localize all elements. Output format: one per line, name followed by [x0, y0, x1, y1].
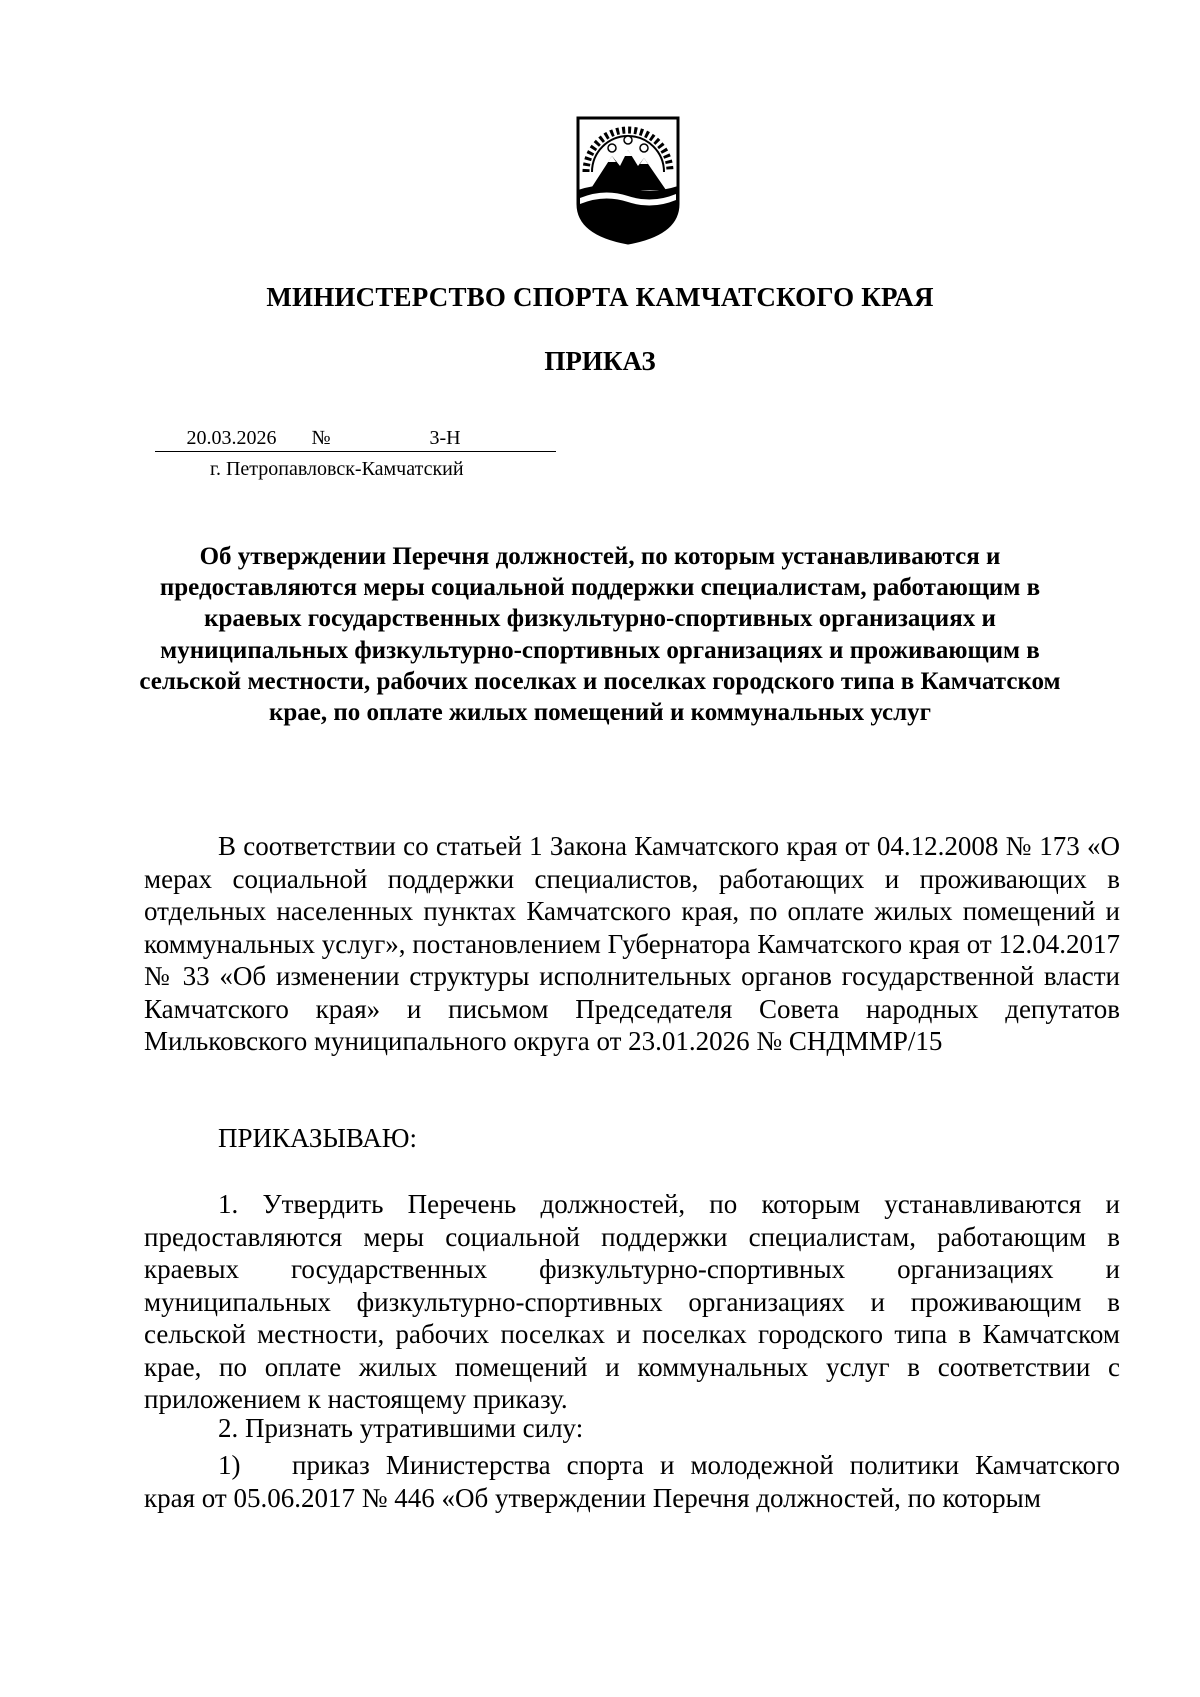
registration-line [155, 427, 585, 453]
preamble-paragraph: В соответствии со статьей 1 Закона Камчатского края от 04.12.2008 № 173 «О мерах социальной поддержки специалистов, работающих и проживающих в отдельных населенных пунктах Камчатского края, по оплате жилых помещений и коммунальных услуг», постановлением Губернатора Камчатского края от 12.04.2017 № 33 «Об изменении структуры исполнительных органов государственной власти Камчатского края» и письмом Председателя Совета народных депутатов Мильковского муниципального округа от 23.01.2026 № СНДММР/15 [144, 831, 1120, 1056]
subitem-1-paragraph [144, 1449, 1120, 1514]
subitem-1-text: приказ Министерства спорта и молодежной политики Камчатского края от 05.06.2017 № 446 «Об утверждении Перечня должностей, по которым [144, 1450, 1120, 1513]
document-title: Об утверждении Перечня должностей, по которым устанавливаются и предоставляются меры социальной поддержки специалистам, работающим в краевых государственных физкультурно-спортивных организациях и муниципальных физкультурно-спортивных организациях и проживающим в сельской местности, рабочих поселках и поселках городского типа в Камчатском крае, по оплате жилых помещений и коммунальных услуг [139, 543, 1061, 727]
ministry-name: МИНИСТЕРСТВО СПОРТА КАМЧАТСКОГО КРАЯ [266, 282, 934, 312]
document-type: ПРИКАЗ [544, 346, 656, 376]
item-1-paragraph: 1. Утвердить Перечень должностей, по которым устанавливаются и предоставляются меры социальной поддержки специалистам, работающим в краевых государственных физкультурно-спортивных организациях и муниципальных физкультурно-спортивных организациях и проживающим в сельской местности, рабочих поселках и поселках городского типа в Камчатском крае, по оплате жилых помещений и коммунальных услуг в соответствии с приложением к настоящему приказу. [144, 1189, 1120, 1414]
subitem-1-number: 1) [218, 1450, 241, 1480]
item-2-paragraph: 2. Признать утратившими силу: [218, 1413, 584, 1443]
number-sign: № [308, 427, 334, 452]
kamchatka-coat-of-arms-icon [572, 112, 684, 245]
order-date: 20.03.2026 [155, 427, 308, 452]
city-name: г. Петропавловск-Камчатский [210, 458, 464, 480]
order-word: ПРИКАЗЫВАЮ: [218, 1123, 417, 1153]
order-number: 3-Н [334, 427, 556, 452]
